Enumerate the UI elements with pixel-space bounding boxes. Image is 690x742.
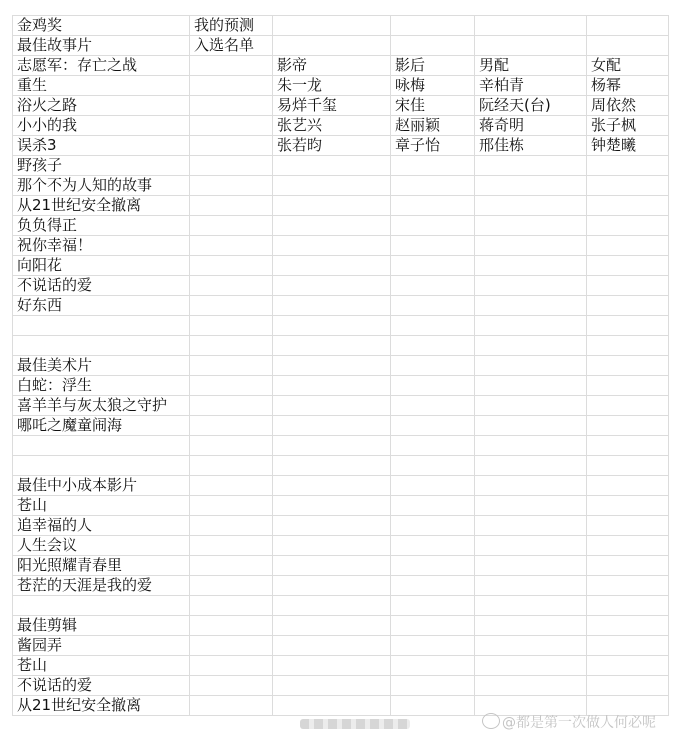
- table-cell[interactable]: [587, 416, 669, 436]
- table-cell[interactable]: [190, 436, 273, 456]
- table-cell[interactable]: 邢佳栋: [475, 136, 587, 156]
- table-cell[interactable]: [587, 216, 669, 236]
- table-cell[interactable]: [190, 496, 273, 516]
- table-cell[interactable]: [273, 276, 391, 296]
- table-cell[interactable]: 追幸福的人: [13, 516, 190, 536]
- table-cell[interactable]: 误杀3: [13, 136, 190, 156]
- table-cell[interactable]: [587, 656, 669, 676]
- table-row: [13, 576, 669, 596]
- table-row: [13, 656, 669, 676]
- table-cell[interactable]: [190, 216, 273, 236]
- table-cell[interactable]: [475, 196, 587, 216]
- table-cell[interactable]: [587, 156, 669, 176]
- table-cell[interactable]: [475, 436, 587, 456]
- table-cell[interactable]: [273, 496, 391, 516]
- table-cell[interactable]: [587, 196, 669, 216]
- table-cell[interactable]: 向阳花: [13, 256, 190, 276]
- table-cell[interactable]: 蒋奇明: [475, 116, 587, 136]
- table-cell[interactable]: 宋佳: [391, 96, 475, 116]
- table-cell[interactable]: 从21世纪安全撤离: [13, 196, 190, 216]
- table-cell[interactable]: [587, 476, 669, 496]
- table-cell[interactable]: [475, 536, 587, 556]
- table-cell[interactable]: [587, 376, 669, 396]
- table-cell[interactable]: [190, 256, 273, 276]
- table-cell[interactable]: 杨幂: [587, 76, 669, 96]
- table-cell[interactable]: [587, 236, 669, 256]
- table-cell[interactable]: 从21世纪安全撤离: [13, 696, 190, 716]
- table-cell[interactable]: [391, 616, 475, 636]
- table-cell[interactable]: 酱园弄: [13, 636, 190, 656]
- table-cell[interactable]: [391, 556, 475, 576]
- table-cell[interactable]: 志愿军：存亡之战: [13, 56, 190, 76]
- table-cell[interactable]: [273, 236, 391, 256]
- table-row: [13, 56, 669, 76]
- table-cell[interactable]: [273, 436, 391, 456]
- table-row: [13, 216, 669, 236]
- table-cell[interactable]: [190, 576, 273, 596]
- table-row: [13, 156, 669, 176]
- table-cell[interactable]: [391, 336, 475, 356]
- table-cell[interactable]: [475, 236, 587, 256]
- table-cell[interactable]: [13, 436, 190, 456]
- blurred-username: [300, 719, 410, 729]
- table-cell[interactable]: [391, 456, 475, 476]
- table-row: [13, 596, 669, 616]
- weibo-icon: [482, 713, 500, 729]
- table-cell[interactable]: [391, 416, 475, 436]
- table-cell[interactable]: [475, 576, 587, 596]
- table-cell[interactable]: [587, 316, 669, 336]
- table-cell[interactable]: [587, 516, 669, 536]
- table-cell[interactable]: 金鸡奖: [13, 16, 190, 36]
- table-cell[interactable]: 哪吒之魔童闹海: [13, 416, 190, 436]
- table-cell[interactable]: [273, 356, 391, 376]
- table-cell[interactable]: [190, 456, 273, 476]
- table-cell[interactable]: [475, 456, 587, 476]
- table-cell[interactable]: 苍山: [13, 656, 190, 676]
- table-cell[interactable]: [587, 396, 669, 416]
- table-cell[interactable]: [475, 296, 587, 316]
- table-cell[interactable]: [13, 316, 190, 336]
- table-row: [13, 276, 669, 296]
- table-row: [13, 516, 669, 536]
- table-cell[interactable]: [190, 536, 273, 556]
- table-cell[interactable]: [190, 316, 273, 336]
- table-cell[interactable]: [475, 356, 587, 376]
- table-cell[interactable]: [190, 276, 273, 296]
- table-row: [13, 336, 669, 356]
- table-cell[interactable]: 辛柏青: [475, 76, 587, 96]
- table-row: [13, 296, 669, 316]
- table-row: [13, 196, 669, 216]
- table-row: [13, 476, 669, 496]
- table-row: [13, 616, 669, 636]
- table-cell[interactable]: [475, 216, 587, 236]
- table-row: [13, 36, 669, 56]
- table-cell[interactable]: [391, 476, 475, 496]
- table-cell[interactable]: [587, 556, 669, 576]
- table-row: [13, 136, 669, 156]
- table-cell[interactable]: [190, 396, 273, 416]
- table-cell[interactable]: [273, 36, 391, 56]
- table-cell[interactable]: [587, 616, 669, 636]
- table-cell[interactable]: 最佳美术片: [13, 356, 190, 376]
- table-cell[interactable]: [273, 676, 391, 696]
- table-cell[interactable]: [587, 436, 669, 456]
- table-cell[interactable]: [273, 636, 391, 656]
- table-cell[interactable]: [273, 516, 391, 536]
- table-row: [13, 16, 669, 36]
- table-cell[interactable]: [475, 416, 587, 436]
- table-cell[interactable]: [190, 596, 273, 616]
- table-cell[interactable]: [587, 16, 669, 36]
- table-cell[interactable]: [587, 596, 669, 616]
- table-cell[interactable]: 不说话的爱: [13, 676, 190, 696]
- table-cell[interactable]: 最佳故事片: [13, 36, 190, 56]
- table-cell[interactable]: [190, 636, 273, 656]
- table-row: [13, 76, 669, 96]
- table-cell[interactable]: 女配: [587, 56, 669, 76]
- table-cell[interactable]: 野孩子: [13, 156, 190, 176]
- table-cell[interactable]: [391, 356, 475, 376]
- table-cell[interactable]: [475, 516, 587, 536]
- table-cell[interactable]: 朱一龙: [273, 76, 391, 96]
- table-row: [13, 256, 669, 276]
- table-cell[interactable]: [190, 176, 273, 196]
- table-cell[interactable]: [475, 316, 587, 336]
- table-row: [13, 556, 669, 576]
- table-cell[interactable]: [391, 436, 475, 456]
- table-cell[interactable]: [190, 336, 273, 356]
- table-cell[interactable]: [190, 96, 273, 116]
- table-row: [13, 376, 669, 396]
- table-cell[interactable]: 好东西: [13, 296, 190, 316]
- table-cell[interactable]: 阮经天(台): [475, 96, 587, 116]
- table-cell[interactable]: [190, 76, 273, 96]
- table-cell[interactable]: 咏梅: [391, 76, 475, 96]
- table-cell[interactable]: [475, 176, 587, 196]
- table-cell[interactable]: [391, 576, 475, 596]
- table-row: [13, 236, 669, 256]
- table-cell[interactable]: [391, 196, 475, 216]
- table-cell[interactable]: [190, 116, 273, 136]
- table-cell[interactable]: [391, 276, 475, 296]
- table-cell[interactable]: [475, 376, 587, 396]
- table-cell[interactable]: 最佳剪辑: [13, 616, 190, 636]
- table-row: [13, 676, 669, 696]
- table-cell[interactable]: 周依然: [587, 96, 669, 116]
- table-cell[interactable]: [190, 156, 273, 176]
- table-cell[interactable]: 我的预测: [190, 16, 273, 36]
- table-cell[interactable]: 喜羊羊与灰太狼之守护: [13, 396, 190, 416]
- table-cell[interactable]: [391, 176, 475, 196]
- table-cell[interactable]: [190, 136, 273, 156]
- table-row: [13, 456, 669, 476]
- table-cell[interactable]: [475, 496, 587, 516]
- table-row: [13, 436, 669, 456]
- table-cell[interactable]: [391, 216, 475, 236]
- table-row: [13, 96, 669, 116]
- table-cell[interactable]: [391, 636, 475, 656]
- table-cell[interactable]: 最佳中小成本影片: [13, 476, 190, 496]
- table-cell[interactable]: [273, 456, 391, 476]
- table-cell[interactable]: [273, 696, 391, 716]
- table-row: [13, 316, 669, 336]
- weibo-watermark: [482, 712, 656, 732]
- table-row: [13, 536, 669, 556]
- table-cell[interactable]: [475, 556, 587, 576]
- table-cell[interactable]: [587, 176, 669, 196]
- table-cell[interactable]: 苍山: [13, 496, 190, 516]
- table-cell[interactable]: [475, 396, 587, 416]
- table-cell[interactable]: [391, 36, 475, 56]
- table-cell[interactable]: [475, 656, 587, 676]
- table-cell[interactable]: [273, 396, 391, 416]
- table-row: [13, 176, 669, 196]
- table-cell[interactable]: [273, 376, 391, 396]
- table-cell[interactable]: 影帝: [273, 56, 391, 76]
- table-cell[interactable]: 张子枫: [587, 116, 669, 136]
- table-cell[interactable]: [587, 356, 669, 376]
- table-cell[interactable]: [475, 636, 587, 656]
- table-cell[interactable]: 影后: [391, 56, 475, 76]
- table-cell[interactable]: 不说话的爱: [13, 276, 190, 296]
- table-cell[interactable]: [391, 676, 475, 696]
- table-cell[interactable]: [587, 256, 669, 276]
- table-cell[interactable]: [391, 516, 475, 536]
- table-cell[interactable]: [273, 216, 391, 236]
- table-cell[interactable]: 负负得正: [13, 216, 190, 236]
- table-cell[interactable]: [391, 696, 475, 716]
- table-cell[interactable]: [273, 556, 391, 576]
- table-cell[interactable]: [587, 336, 669, 356]
- table-cell[interactable]: [190, 676, 273, 696]
- table-row: [13, 416, 669, 436]
- table-cell[interactable]: [273, 476, 391, 496]
- table-cell[interactable]: [190, 356, 273, 376]
- table-cell[interactable]: [391, 16, 475, 36]
- table-cell[interactable]: [475, 676, 587, 696]
- table-cell[interactable]: [587, 276, 669, 296]
- table-cell[interactable]: [190, 656, 273, 676]
- table-row: [13, 636, 669, 656]
- table-cell[interactable]: [391, 256, 475, 276]
- table-cell[interactable]: 易烊千玺: [273, 96, 391, 116]
- table-cell[interactable]: [587, 576, 669, 596]
- table-cell[interactable]: [587, 36, 669, 56]
- table-cell[interactable]: [190, 296, 273, 316]
- spreadsheet-grid: [12, 15, 669, 716]
- table-cell[interactable]: [273, 156, 391, 176]
- table-cell[interactable]: [475, 596, 587, 616]
- table-cell[interactable]: [391, 536, 475, 556]
- table-cell[interactable]: [190, 376, 273, 396]
- table-cell[interactable]: [190, 616, 273, 636]
- table-cell[interactable]: [273, 316, 391, 336]
- table-cell[interactable]: [273, 296, 391, 316]
- table-row: [13, 496, 669, 516]
- table-cell[interactable]: [475, 16, 587, 36]
- table-row: [13, 396, 669, 416]
- table-cell[interactable]: [475, 276, 587, 296]
- table-cell[interactable]: [587, 496, 669, 516]
- table-cell[interactable]: 入选名单: [190, 36, 273, 56]
- table-cell[interactable]: [475, 36, 587, 56]
- table-row: [13, 116, 669, 136]
- table-cell[interactable]: 钟楚曦: [587, 136, 669, 156]
- table-cell[interactable]: 祝你幸福！: [13, 236, 190, 256]
- table-cell[interactable]: [587, 636, 669, 656]
- sheet-body: [13, 16, 669, 716]
- table-cell[interactable]: [190, 476, 273, 496]
- table-cell[interactable]: [273, 256, 391, 276]
- table-cell[interactable]: [13, 336, 190, 356]
- table-cell[interactable]: 男配: [475, 56, 587, 76]
- table-cell[interactable]: [475, 616, 587, 636]
- table-cell[interactable]: 张艺兴: [273, 116, 391, 136]
- table-cell[interactable]: 人生会议: [13, 536, 190, 556]
- table-cell[interactable]: 张若昀: [273, 136, 391, 156]
- table-cell[interactable]: 章子怡: [391, 136, 475, 156]
- table-cell[interactable]: 白蛇：浮生: [13, 376, 190, 396]
- table-cell[interactable]: [587, 536, 669, 556]
- table-cell[interactable]: [190, 516, 273, 536]
- table-cell[interactable]: 浴火之路: [13, 96, 190, 116]
- table-cell[interactable]: [273, 536, 391, 556]
- table-cell[interactable]: [475, 336, 587, 356]
- table-cell[interactable]: [587, 456, 669, 476]
- table-cell[interactable]: [475, 256, 587, 276]
- table-cell[interactable]: [273, 616, 391, 636]
- table-cell[interactable]: [475, 156, 587, 176]
- table-row: [13, 356, 669, 376]
- table-cell[interactable]: [475, 476, 587, 496]
- table-cell[interactable]: [190, 416, 273, 436]
- table-cell[interactable]: [391, 316, 475, 336]
- table-cell[interactable]: [587, 676, 669, 696]
- table-cell[interactable]: [391, 496, 475, 516]
- table-cell[interactable]: [190, 556, 273, 576]
- table-cell[interactable]: 重生: [13, 76, 190, 96]
- table-cell[interactable]: [190, 56, 273, 76]
- table-cell[interactable]: [391, 596, 475, 616]
- table-cell[interactable]: [391, 296, 475, 316]
- table-cell[interactable]: 苍茫的天涯是我的爱: [13, 576, 190, 596]
- watermark-text: @都是第一次做人何必呢: [502, 715, 656, 731]
- table-cell[interactable]: [273, 196, 391, 216]
- table-cell[interactable]: [391, 236, 475, 256]
- table-cell[interactable]: [273, 176, 391, 196]
- table-cell[interactable]: 小小的我: [13, 116, 190, 136]
- table-cell[interactable]: [190, 236, 273, 256]
- table-cell[interactable]: [391, 156, 475, 176]
- table-cell[interactable]: [587, 296, 669, 316]
- table-cell[interactable]: [391, 376, 475, 396]
- table-cell[interactable]: [190, 696, 273, 716]
- table-cell[interactable]: [273, 656, 391, 676]
- table-cell[interactable]: [391, 396, 475, 416]
- table-cell[interactable]: [273, 576, 391, 596]
- table-cell[interactable]: [391, 656, 475, 676]
- table-cell[interactable]: 阳光照耀青春里: [13, 556, 190, 576]
- table-cell[interactable]: [273, 16, 391, 36]
- table-cell[interactable]: [190, 196, 273, 216]
- table-cell[interactable]: 那个不为人知的故事: [13, 176, 190, 196]
- table-cell[interactable]: [13, 456, 190, 476]
- table-cell[interactable]: 赵丽颖: [391, 116, 475, 136]
- table-cell[interactable]: [273, 596, 391, 616]
- table-cell[interactable]: [13, 596, 190, 616]
- table-cell[interactable]: [273, 336, 391, 356]
- table-cell[interactable]: [273, 416, 391, 436]
